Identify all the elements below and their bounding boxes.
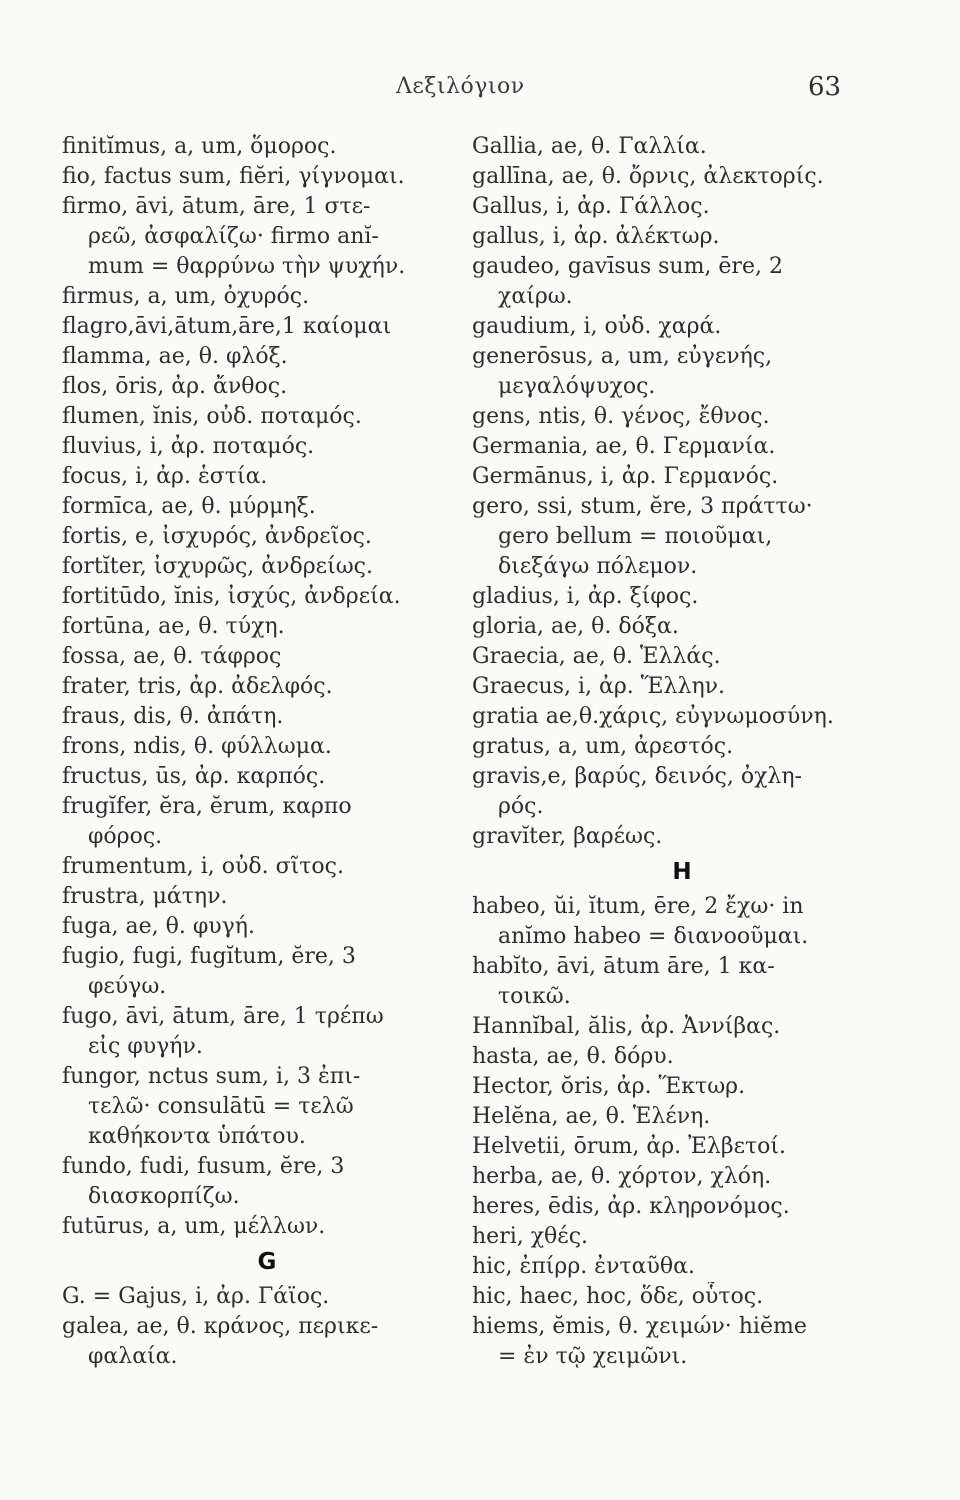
dictionary-entry-line: διεξάγω πόλεμον.	[498, 554, 698, 579]
left-entries	[62, 132, 472, 1242]
right-entries-after	[472, 892, 892, 1372]
dictionary-entry-line: formīca, ae, θ. μύρμηξ.	[62, 494, 316, 519]
dictionary-entry-line: fraus, dis, θ. ἀπάτη.	[62, 704, 284, 729]
dictionary-entry-line: τοικῶ.	[498, 984, 571, 1009]
dictionary-entry-line: gratus, a, um, ἀρεστός.	[472, 734, 734, 759]
dictionary-entry-line: gallīna, ae, θ. ὄρνις, ἀλεκτορίς.	[472, 164, 824, 189]
right-entries	[472, 132, 892, 852]
dictionary-entry-line: heri, χθές.	[472, 1224, 589, 1249]
dictionary-entry-line: ρεῶ, ἀσφαλίζω· firmo anĭ-	[88, 224, 379, 249]
dictionary-entry-line: futūrus, a, um, μέλλων.	[62, 1214, 326, 1239]
dictionary-entry-line: heres, ēdis, ἀρ. κληρονόμος.	[472, 1194, 790, 1219]
dictionary-entry-line: frustra, μάτην.	[62, 884, 228, 909]
dictionary-entry-line: Gallus, i, ἀρ. Γάλλος.	[472, 194, 710, 219]
dictionary-entry-line: gravĭter, βαρέως.	[472, 824, 663, 849]
dictionary-entry-line: frons, ndis, θ. φύλλωμα.	[62, 734, 332, 759]
dictionary-entry-line: χαίρω.	[498, 284, 573, 309]
dictionary-entry-line: hasta, ae, θ. δόρυ.	[472, 1044, 674, 1069]
dictionary-entry-line: fungor, nctus sum, i, 3 ἐπι-	[62, 1064, 361, 1089]
dictionary-entry-line: φόρος.	[88, 824, 163, 849]
dictionary-entry-line: gladius, i, ἀρ. ξίφος.	[472, 584, 699, 609]
dictionary-entry-line: fortūna, ae, θ. τύχη.	[62, 614, 285, 639]
dictionary-entry-line: fortĭter, ἰσχυρῶς, ἀνδρείως.	[62, 554, 373, 579]
dictionary-entry-line: gallus, i, ἀρ. ἀλέκτωρ.	[472, 224, 720, 249]
dictionary-entry-line: Gallia, ae, θ. Γαλλία.	[472, 134, 707, 159]
dictionary-entry-line: frater, tris, ἀρ. ἀδελφός.	[62, 674, 333, 699]
dictionary-entry-line: herba, ae, θ. χόρτον, χλόη.	[472, 1164, 772, 1189]
dictionary-entry-line: flamma, ae, θ. φλόξ.	[62, 344, 288, 369]
dictionary-entry-line: gaudeo, gavīsus sum, ēre, 2	[472, 254, 783, 279]
dictionary-entry-line: generōsus, a, um, εὐγενής,	[472, 344, 773, 369]
dictionary-entry-line: Graecus, i, ἀρ. Ἕλλην.	[472, 674, 725, 699]
dictionary-entry-line: gero bellum = ποιοῦμαι,	[498, 524, 773, 549]
dictionary-entry-line: hic, haec, hoc, ὅδε, οὗτος.	[472, 1284, 764, 1309]
dictionary-entry-line: Helĕna, ae, θ. Ἑλένη.	[472, 1104, 711, 1129]
dictionary-entry-line: fugio, fugi, fugĭtum, ĕre, 3	[62, 944, 356, 969]
dictionary-entry-line: fundo, fudi, fusum, ĕre, 3	[62, 1154, 345, 1179]
dictionary-entry-line: Hannĭbal, ălis, ἀρ. Ἀννίβας.	[472, 1014, 781, 1039]
dictionary-entry-line: fugo, āvi, ātum, āre, 1 τρέπω	[62, 1004, 384, 1029]
dictionary-entry-line: gens, ntis, θ. γένος, ἔθνος.	[472, 404, 770, 429]
section-letter-h: H	[672, 859, 692, 885]
dictionary-entry-line: fio, factus sum, fiĕri, γίγνομαι.	[62, 164, 405, 189]
dictionary-entry-line: G. = Gajus, i, ἀρ. Γάϊος.	[62, 1284, 330, 1309]
right-column	[472, 132, 892, 1372]
dictionary-entry-line: ρός.	[498, 794, 544, 819]
dictionary-entry-line: habeo, ŭi, ĭtum, ēre, 2 ἔχω· in	[472, 894, 804, 919]
page-number: 63	[808, 72, 842, 102]
dictionary-entry-line: frumentum, i, οὐδ. σῖτος.	[62, 854, 344, 879]
dictionary-entry-line: fuga, ae, θ. φυγή.	[62, 914, 255, 939]
dictionary-entry-line: διασκορπίζω.	[88, 1184, 240, 1209]
section-letter-g: G	[257, 1249, 277, 1275]
dictionary-entry-line: focus, i, ἀρ. ἑστία.	[62, 464, 268, 489]
dictionary-entry-line: gero, ssi, stum, ĕre, 3 πράττω·	[472, 494, 813, 519]
dictionary-entry-line: gloria, ae, θ. δόξα.	[472, 614, 679, 639]
dictionary-entry-line: gravis,e, βαρύς, δεινός, ὀχλη-	[472, 764, 802, 789]
dictionary-entry-line: gratia ae,θ.χάρις, εὐγνωμοσύνη.	[472, 704, 834, 729]
dictionary-entry-line: Graecia, ae, θ. Ἑλλάς.	[472, 644, 721, 669]
dictionary-entry-line: habĭto, āvi, ātum āre, 1 κα-	[472, 954, 775, 979]
dictionary-entry-line: Hector, ŏris, ἀρ. Ἕκτωρ.	[472, 1074, 746, 1099]
left-entries-after	[62, 1282, 472, 1372]
page-header-title: Λεξιλόγιον	[396, 74, 525, 99]
dictionary-entry-line: frugĭfer, ĕra, ĕrum, καρπο	[62, 794, 352, 819]
dictionary-entry-line: firmus, a, um, ὀχυρός.	[62, 284, 310, 309]
dictionary-entry-line: anĭmo habeo = διανοοῦμαι.	[498, 924, 809, 949]
dictionary-entry-line: fructus, ūs, ἀρ. καρπός.	[62, 764, 326, 789]
dictionary-entry-line: flumen, ĭnis, οὐδ. ποταμός.	[62, 404, 362, 429]
dictionary-entry-line: fossa, ae, θ. τάφρος	[62, 644, 282, 669]
dictionary-entry-line: fluvius, i, ἀρ. ποταμός.	[62, 434, 315, 459]
dictionary-entry-line: flos, ōris, ἀρ. ἄνθος.	[62, 374, 288, 399]
dictionary-entry-line: καθήκοντα ὑπάτου.	[88, 1124, 306, 1149]
dictionary-entry-line: = ἐν τῷ χειμῶνι.	[498, 1344, 688, 1369]
dictionary-entry-line: fortitūdo, ĭnis, ἰσχύς, ἀνδρεία.	[62, 584, 401, 609]
dictionary-entry-line: hiems, ĕmis, θ. χειμών· hiĕme	[472, 1314, 807, 1339]
dictionary-entry-line: Helvetii, ōrum, ἀρ. Ἐλβετοί.	[472, 1134, 787, 1159]
dictionary-entry-line: τελῶ· consulātū = τελῶ	[88, 1094, 354, 1119]
dictionary-entry-line: Germānus, i, ἀρ. Γερμανός.	[472, 464, 779, 489]
dictionary-entry-line: finitĭmus, a, um, ὅμορος.	[62, 134, 337, 159]
dictionary-entry-line: galea, ae, θ. κράνος, περικε-	[62, 1314, 379, 1339]
dictionary-entry-line: flagro,āvi,ātum,āre,1 καίομαι	[62, 314, 392, 339]
dictionary-entry-line: fortis, e, ἰσχυρός, ἀνδρεῖος.	[62, 524, 372, 549]
dictionary-entry-line: mum = θαρρύνω τὴν ψυχήν.	[88, 254, 406, 279]
dictionary-entry-line: hic, ἐπίρρ. ἐνταῦθα.	[472, 1254, 695, 1279]
dictionary-entry-line: gaudium, i, οὐδ. χαρά.	[472, 314, 722, 339]
dictionary-entry-line: φεύγω.	[88, 974, 167, 999]
dictionary-entry-line: firmo, āvi, ātum, āre, 1 στε-	[62, 194, 371, 219]
dictionary-entry-line: εἰς φυγήν.	[88, 1034, 203, 1059]
dictionary-entry-line: μεγαλόψυχος.	[498, 374, 656, 399]
dictionary-entry-line: Germania, ae, θ. Γερμανία.	[472, 434, 776, 459]
dictionary-entry-line: φαλαία.	[88, 1344, 178, 1369]
left-column	[62, 132, 472, 1372]
